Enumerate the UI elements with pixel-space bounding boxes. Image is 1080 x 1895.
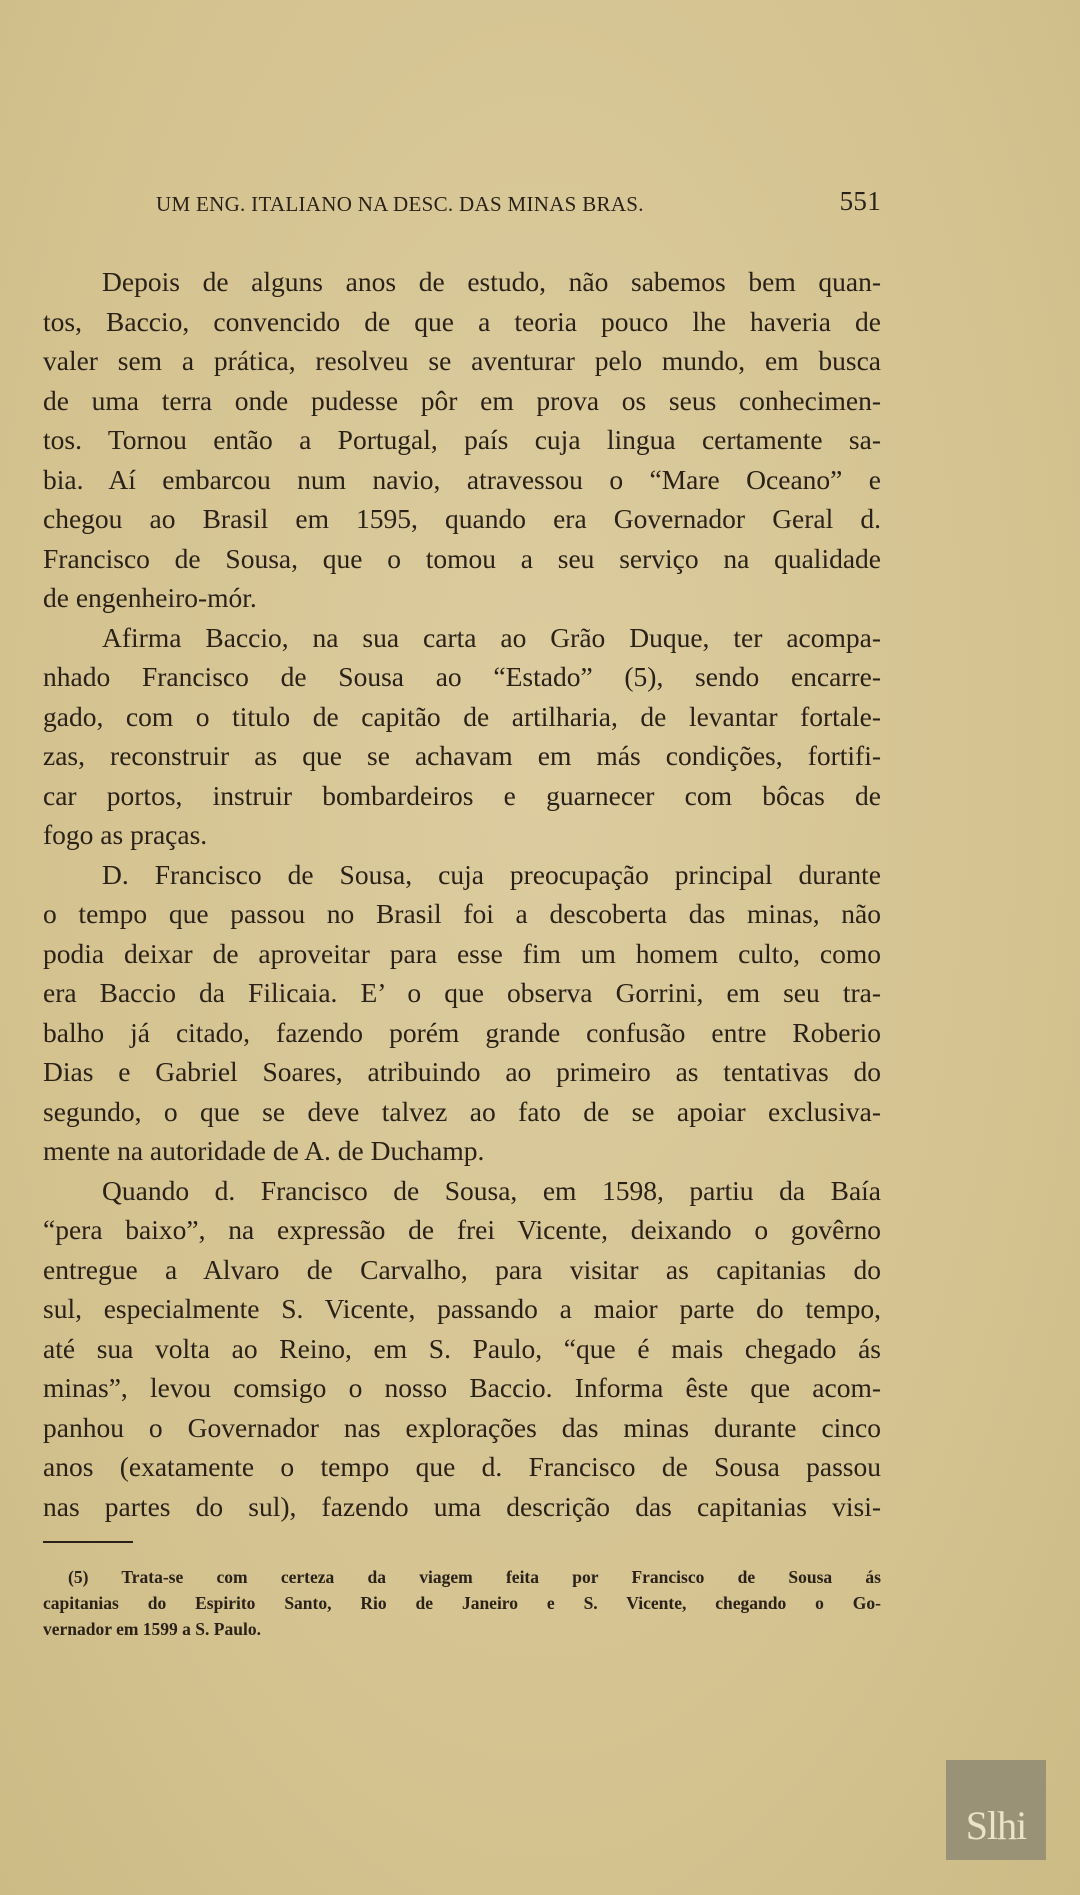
- text-line: nhado Francisco de Sousa ao “Estado” (5), sendo encarre-: [43, 661, 881, 692]
- text-line: “pera baixo”, na expressão de frei Vicente, deixando o govêrno: [43, 1214, 881, 1245]
- text-line: Dias e Gabriel Soares, atribuindo ao primeiro as tentativas do: [43, 1056, 881, 1087]
- text-line: gado, com o titulo de capitão de artilharia, de levantar fortale-: [43, 700, 881, 732]
- text-line: minas”, levou comsigo o nosso Baccio. Informa êste que acom-: [43, 1372, 881, 1403]
- text-line: Quando d. Francisco de Sousa, em 1598, partiu da Baía: [102, 1174, 881, 1206]
- watermark-logo: [946, 1760, 1046, 1860]
- watermark-text: Slhi: [965, 1803, 1027, 1848]
- text-line: Depois de alguns anos de estudo, não sabemos bem quan-: [102, 266, 881, 297]
- text-line: sul, especialmente S. Vicente, passando a maior parte do tempo,: [43, 1293, 881, 1324]
- footnote: [43, 1564, 881, 1642]
- body-text: [43, 262, 881, 1526]
- text-line: chegou ao Brasil em 1595, quando era Governador Geral d.: [43, 503, 881, 534]
- text-line: entregue a Alvaro de Carvalho, para visitar as capitanias do: [43, 1253, 881, 1285]
- page-number: 551: [839, 186, 881, 216]
- text-line: podia deixar de aproveitar para esse fim um homem culto, como: [43, 937, 881, 969]
- text-line: segundo, o que se deve talvez ao fato de se apoiar exclusiva-: [43, 1095, 881, 1127]
- text-line: anos (exatamente o tempo que d. Francisco de Sousa passou: [43, 1451, 881, 1482]
- text-line: zas, reconstruir as que se achavam em más condições, fortifi-: [43, 740, 881, 771]
- footnote-line: capitanias do Espirito Santo, Rio de Janeiro e S. Vicente, chegando o Go-: [43, 1593, 881, 1613]
- text-line: mente na autoridade de A. de Duchamp.: [43, 1135, 485, 1166]
- text-line: tos. Tornou então a Portugal, país cuja lingua certamente sa-: [43, 424, 881, 455]
- text-line: tos, Baccio, convencido de que a teoria pouco lhe haveria de: [43, 305, 881, 337]
- text-line: panhou o Governador nas explorações das minas durante cinco: [43, 1411, 881, 1443]
- text-line: fogo as praças.: [43, 819, 208, 850]
- text-line: D. Francisco de Sousa, cuja preocupação principal durante: [102, 858, 881, 890]
- text-line: até sua volta ao Reino, em S. Paulo, “que é mais chegado ás: [43, 1332, 881, 1364]
- text-line: valer sem a prática, resolveu se aventurar pelo mundo, em busca: [43, 345, 881, 376]
- footnote-line: (5) Trata-se com certeza da viagem feita por Francisco de Sousa ás: [68, 1567, 881, 1587]
- text-line: era Baccio da Filicaia. E’ o que observa Gorrini, em seu tra-: [43, 977, 881, 1008]
- text-line: balho já citado, fazendo porém grande confusão entre Roberio: [43, 1016, 881, 1048]
- text-line: car portos, instruir bombardeiros e guarnecer com bôcas de: [43, 779, 881, 811]
- footnote-divider: [43, 1541, 133, 1543]
- footnote-line: vernador em 1599 a S. Paulo.: [43, 1619, 261, 1639]
- text-line: nas partes do sul), fazendo uma descrição das capitanias visi-: [43, 1490, 881, 1522]
- text-line: bia. Aí embarcou num navio, atravessou o “Mare Oceano” e: [43, 463, 881, 495]
- running-title: UM ENG. ITALIANO NA DESC. DAS MINAS BRAS.: [156, 192, 644, 216]
- text-line: de engenheiro-mór.: [43, 582, 257, 613]
- text-line: de uma terra onde pudesse pôr em prova os seus conhecimen-: [43, 384, 881, 416]
- text-line: Francisco de Sousa, que o tomou a seu serviço na qualidade: [43, 542, 881, 574]
- text-line: o tempo que passou no Brasil foi a descoberta das minas, não: [43, 898, 881, 929]
- text-line: Afirma Baccio, na sua carta ao Grão Duque, ter acompa-: [102, 621, 881, 653]
